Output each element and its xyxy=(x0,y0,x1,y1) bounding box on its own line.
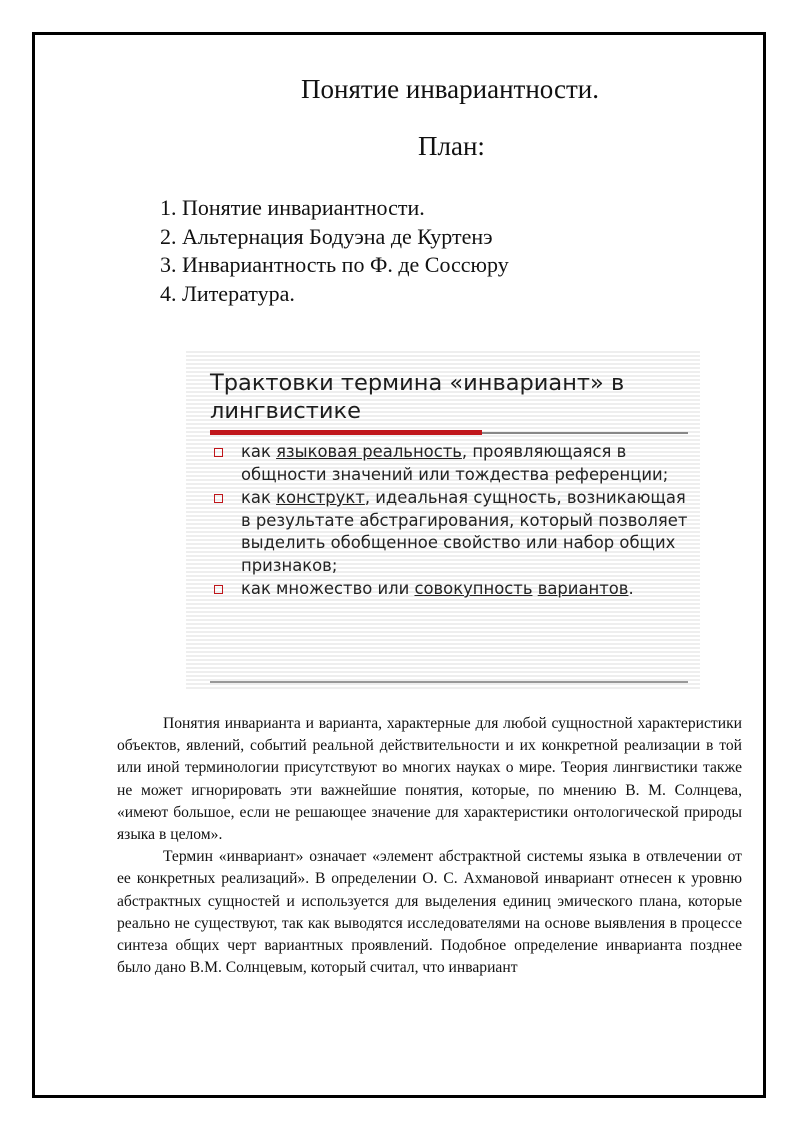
slide-bullet xyxy=(210,578,688,601)
slide-bullet-underlined-term: языковая реальность xyxy=(276,442,462,461)
body-paragraph: Термин «инвариант» означает «элемент абстрактной системы языка в отвлечении от ее конкретных реализаций». В определении О. С. Ахмановой инвариант отнесен к уровню абстрактных сущностей и используется для выделения единиц эмического плана, которые реально не существуют, так как выводятся исследователями на основе выявления в процессе синтеза общих черт вариантных проявлений. Подобное определение инварианта позднее было дано В.М. Солнцевым, который считал, что инвариант xyxy=(117,848,742,977)
square-bullet-icon xyxy=(214,494,223,503)
slide-bottom-rule xyxy=(210,681,688,683)
document-title: Понятие инвариантности. xyxy=(301,74,599,104)
slide-image xyxy=(186,349,700,690)
slide-bullet-text: . xyxy=(628,579,634,598)
plan-heading: План: xyxy=(418,131,485,161)
slide-bullet-underlined-term: вариантов xyxy=(537,579,629,598)
slide-title: Трактовки термина «инвариант» в лингвистике xyxy=(210,370,625,424)
plan-item: 1. Понятие инвариантности. xyxy=(160,195,425,220)
slide-bullet-underlined-term: конструкт xyxy=(276,488,365,507)
square-bullet-icon xyxy=(214,585,223,594)
slide-bullet-list xyxy=(210,441,688,602)
slide-bullet-text: , проявляющаяся в общности значений или тождества референции; xyxy=(241,442,669,484)
slide-bullet-text: как xyxy=(241,488,277,507)
slide-divider-rule xyxy=(482,432,688,434)
slide-bullet-text: как xyxy=(241,442,277,461)
square-bullet-icon xyxy=(214,448,223,457)
slide-bullet-underlined-term: совокупность xyxy=(414,579,533,598)
slide-accent-rule xyxy=(210,430,482,435)
plan-item: 3. Инвариантность по Ф. де Соссюру xyxy=(160,252,509,277)
slide-bullet-text: , идеальная сущность, возникающая в результате абстрагирования, который позволяет выделить обобщенное свойство или набор общих признаков; xyxy=(241,488,688,575)
slide-bullet xyxy=(210,487,688,577)
plan-item: 2. Альтернация Бодуэна де Куртенэ xyxy=(160,223,493,249)
slide-bullet-text: как множество или xyxy=(241,579,415,598)
body-text xyxy=(117,713,742,979)
plan-item: 4. Литература. xyxy=(160,280,295,306)
slide-bullet xyxy=(210,441,688,486)
body-paragraph: Понятия инварианта и варианта, характерные для любой сущностной характеристики объектов, явлений, событий реальной действительности и их конкретной реализации в той или иной терминологии присутствуют во многих науках о мире. Теория лингвистики также не может игнорировать эти важнейшие понятия, которые, по мнению В. М. Солнцева, «имеют большое, если не решающее значение для характеристики онтологической природы языка в целом». xyxy=(117,715,742,844)
plan-list xyxy=(160,194,509,308)
